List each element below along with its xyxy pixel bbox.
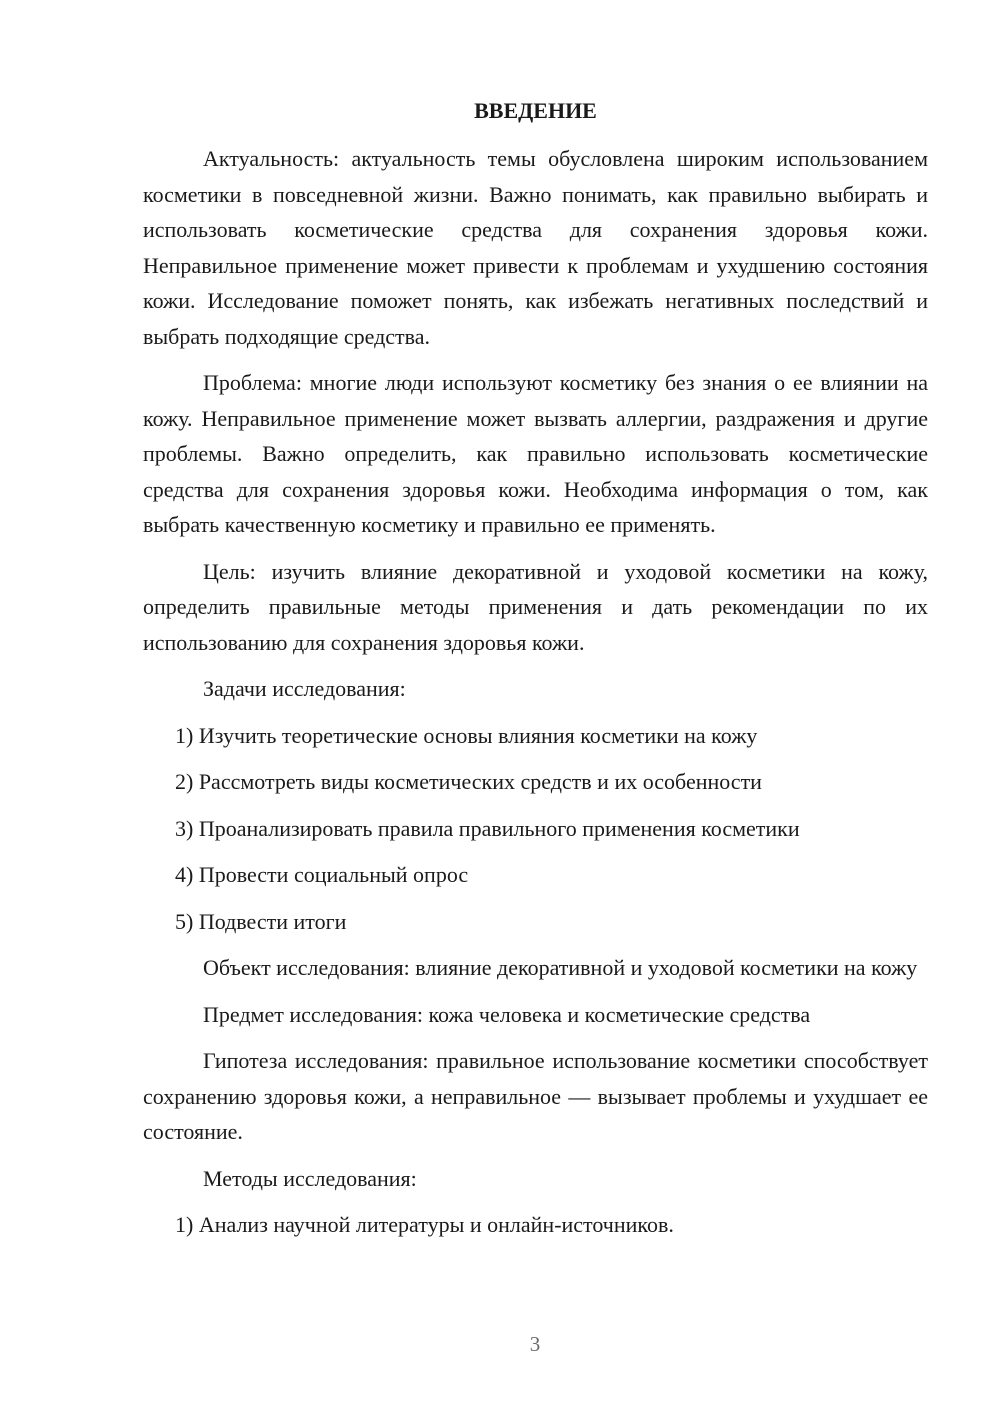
- paragraph-problem: Проблема: многие люди используют косметику без знания о ее влиянии на кожу. Неправильное применение может вызвать аллергии, раздражения и другие проблемы. Важно определить, как правильно использовать косметические средства для сохранения здоровья кожи. Необходима информация о том, как выбрать качественную косметику и правильно ее применять.: [143, 370, 928, 537]
- page-title: ВВЕДЕНИЕ: [474, 98, 597, 123]
- methods-heading: Методы исследования:: [203, 1165, 417, 1191]
- task-item-2: 2) Рассмотреть виды косметических средств и их особенности: [175, 769, 762, 794]
- paragraph-object: Объект исследования: влияние декоративной и уходовой косметики на кожу: [203, 955, 918, 980]
- task-item-1: 1) Изучить теоретические основы влияния косметики на кожу: [175, 722, 758, 748]
- paragraph-hypothesis: Гипотеза исследования: правильное использование косметики способствует сохранению здоровья кожи, а неправильное — вызывает проблемы и ухудшает ее состояние.: [143, 1048, 928, 1144]
- paragraph-goal: Цель: изучить влияние декоративной и уходовой косметики на кожу, определить правильные методы применения и дать рекомендации по их использованию для сохранения здоровья кожи.: [143, 558, 928, 655]
- method-item-1: 1) Анализ научной литературы и онлайн-источников.: [175, 1212, 674, 1237]
- paragraph-relevance: Актуальность: актуальность темы обусловлена широким использованием косметики в повседневной жизни. Важно понимать, как правильно выбирать и использовать косметические средства для сохранения здоровья кожи. Неправильное применение может привести к проблемам и ухудшению состояния кожи. Исследование поможет понять, как избежать негативных последствий и выбрать подходящие средства.: [143, 146, 928, 349]
- page-number: 3: [529, 1332, 541, 1356]
- task-item-4: 4) Провести социальный опрос: [175, 862, 469, 887]
- paragraph-subject: Предмет исследования: кожа человека и косметические средства: [203, 1001, 811, 1027]
- page-content: [143, 96, 928, 1254]
- tasks-heading: Задачи исследования:: [203, 676, 406, 701]
- task-item-5: 5) Подвести итоги: [175, 908, 347, 934]
- task-item-3: 3) Проанализировать правила правильного применения косметики: [175, 815, 800, 841]
